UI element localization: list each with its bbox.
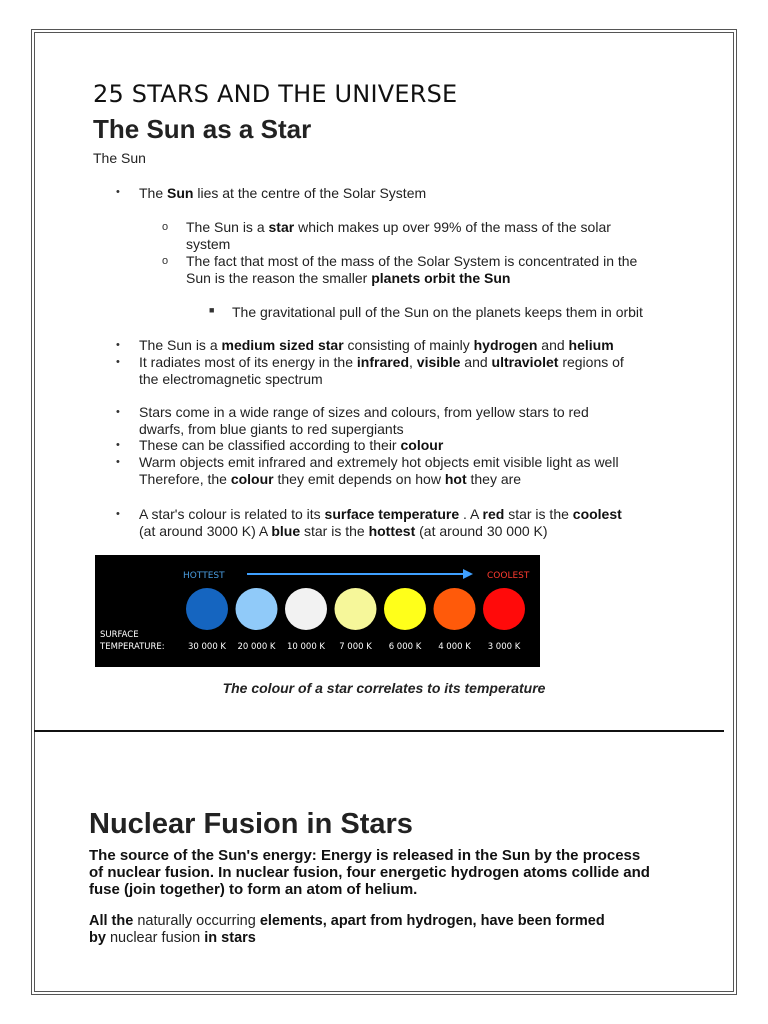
- star-circle: [285, 588, 327, 630]
- sub-bullet-planets-orbit: The fact that most of the mass of the Solar System is concentrated in the Sun is the reason the smaller planets orbit the Sun: [186, 253, 638, 286]
- star-colour-figure: [95, 555, 540, 667]
- page-divider: [34, 730, 724, 732]
- bullet-warm-objects: Warm objects emit infrared and extremely hot objects emit visible light as well Therefore, the colour they emit depends on how hot they are: [139, 454, 619, 487]
- section-title-sun-as-star: The Sun as a Star: [93, 114, 312, 144]
- chapter-heading: 25 STARS AND THE UNIVERSE: [93, 80, 458, 108]
- star-temperature-label: 3 000 K: [487, 642, 521, 652]
- star-temperature-label: 6 000 K: [388, 642, 422, 652]
- star-temperature-label: 30 000 K: [187, 642, 227, 652]
- star-temperature-label: 7 000 K: [339, 642, 372, 652]
- surface-label: SURFACE: [100, 630, 139, 640]
- paragraph-elements-formed: All the naturally occurring elements, apart from hydrogen, have been formed by nuclear fusion in stars: [89, 913, 605, 946]
- star-temperature-label: 4 000 K: [438, 642, 471, 652]
- bullet-dot: •: [116, 186, 120, 198]
- star-circle: [483, 588, 525, 630]
- star-circles: [186, 588, 525, 652]
- sub-sub-bullet-square: ■: [209, 305, 215, 315]
- bullet-medium-star: The Sun is a medium sized star consisting of mainly hydrogen and helium: [139, 337, 614, 353]
- bullet-dot: •: [116, 439, 120, 451]
- temperature-arrow-head: [463, 569, 473, 579]
- figure-caption: The colour of a star correlates to its temperature: [222, 680, 546, 696]
- star-circle: [186, 588, 228, 630]
- sub-bullet-circle: o: [162, 255, 169, 267]
- coolest-label: COOLEST: [487, 571, 530, 581]
- bullet-star-range: Stars come in a wide range of sizes and colours, from yellow stars to red dwarfs, from blue giants to red supergiants: [139, 404, 589, 437]
- sub-sub-bullet-gravity: The gravitational pull of the Sun on the planets keeps them in orbit: [232, 304, 643, 320]
- star-circle: [434, 588, 476, 630]
- bullet-dot: •: [116, 356, 120, 368]
- bullet-dot: •: [116, 456, 120, 468]
- star-temperature-label: 10 000 K: [286, 642, 326, 652]
- sub-bullet-circle: o: [162, 221, 169, 233]
- bullet-dot: •: [116, 339, 120, 351]
- sub-bullet-sun-mass: The Sun is a star which makes up over 99% of the mass of the solar system: [186, 219, 611, 252]
- section-title-nuclear-fusion: Nuclear Fusion in Stars: [89, 808, 413, 840]
- star-circle: [335, 588, 377, 630]
- subheading-the-sun: The Sun: [93, 150, 146, 166]
- hottest-label: HOTTEST: [183, 571, 225, 581]
- star-colour-svg: [95, 555, 540, 667]
- bullet-radiates-energy: It radiates most of its energy in the infrared, visible and ultraviolet regions of the electromagnetic spectrum: [139, 354, 624, 387]
- bullet-classified-colour: These can be classified according to their colour: [139, 437, 444, 453]
- star-circle: [236, 588, 278, 630]
- temperature-label: TEMPERATURE:: [100, 642, 165, 652]
- star-circle: [384, 588, 426, 630]
- bullet-sun-centre: The Sun lies at the centre of the Solar System: [139, 185, 427, 201]
- paragraph-sun-energy: The source of the Sun's energy: Energy is released in the Sun by the process of nuclear fusion. In nuclear fusion, four energetic hydrogen atoms collide and fuse (join together) to form an atom of helium.: [89, 847, 650, 898]
- bullet-dot: •: [116, 508, 120, 520]
- bullet-dot: •: [116, 406, 120, 418]
- star-temperature-label: 20 000 K: [237, 642, 276, 652]
- bullet-colour-temperature: A star's colour is related to its surface temperature . A red star is the coolest (at around 3000 K) A blue star is the hottest (at around 30 000 K): [139, 506, 622, 539]
